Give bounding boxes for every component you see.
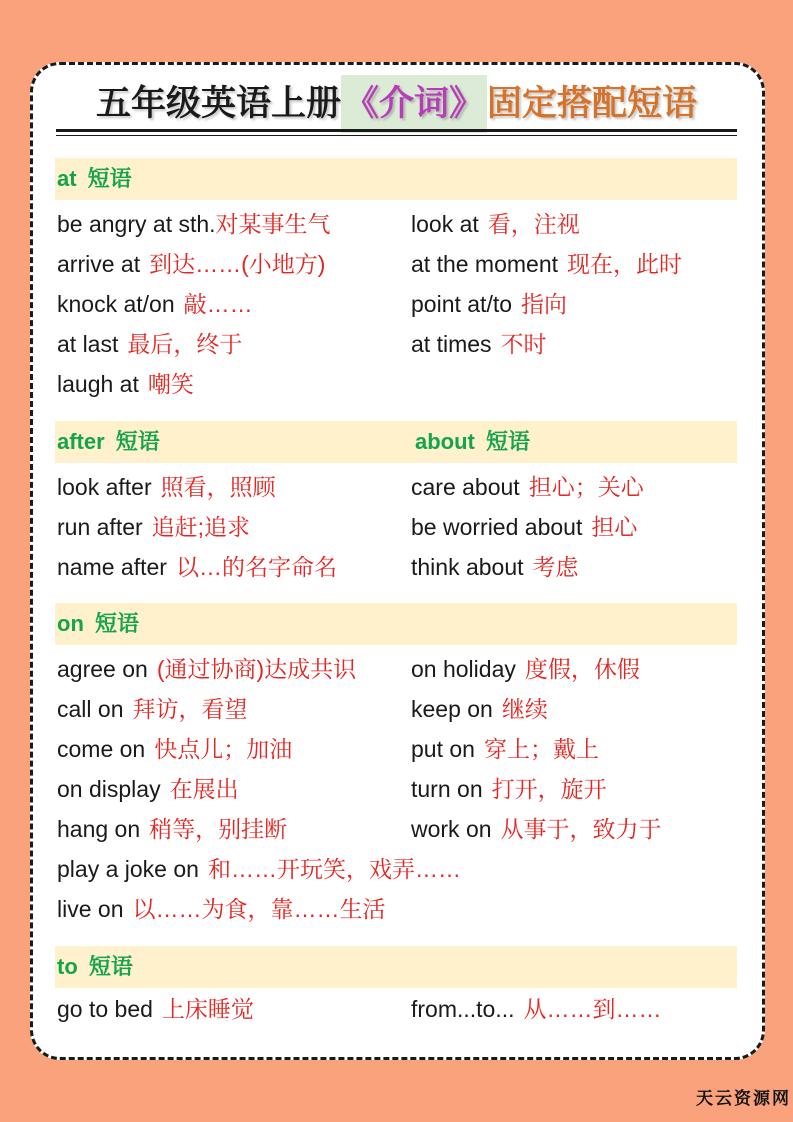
phrase-chinese-meaning: 和……开玩笑，戏弄……	[207, 856, 461, 882]
phrase-row	[55, 364, 737, 404]
phrase-row	[55, 204, 737, 244]
section-to	[55, 946, 737, 1029]
phrase-chinese-meaning: 担心；关心	[528, 474, 644, 500]
phrase-item	[55, 244, 411, 284]
phrase-row	[55, 244, 737, 284]
phrase-chinese-meaning: 继续	[501, 696, 548, 722]
phrase-english-text: laugh at	[57, 371, 139, 397]
phrase-row	[55, 989, 737, 1029]
section-after-about	[55, 421, 737, 587]
section-header-to: to 短语	[57, 954, 133, 979]
title-grade-text: 五年级英语上册	[95, 83, 341, 124]
phrase-item	[55, 507, 411, 547]
phrase-chinese-meaning: 到达……(小地方)	[149, 251, 326, 277]
phrase-item	[411, 547, 737, 587]
phrase-row	[55, 547, 737, 587]
phrase-row	[55, 507, 737, 547]
phrase-item	[411, 649, 737, 689]
phrase-chinese-meaning: 最后，终于	[127, 331, 243, 357]
section-header-band	[55, 946, 737, 988]
phrase-chinese-meaning: 上床睡觉	[161, 996, 254, 1022]
phrase-item	[55, 324, 411, 364]
phrase-english-text: look after	[57, 474, 152, 500]
section-header-band	[55, 603, 737, 645]
phrase-chinese-meaning: 现在，此时	[567, 251, 683, 277]
phrase-item	[411, 324, 737, 364]
phrase-row	[55, 284, 737, 324]
phrase-item	[55, 729, 411, 769]
phrase-chinese-meaning: 追赶;追求	[151, 514, 251, 540]
phrase-chinese-meaning: 拜访，看望	[132, 696, 248, 722]
phrase-item	[411, 507, 737, 547]
phrase-english-text: at the moment	[411, 251, 559, 277]
section-header-at: at 短语	[57, 166, 132, 191]
phrase-item	[55, 809, 411, 849]
section-header-band	[55, 421, 737, 463]
phrase-item	[55, 284, 411, 324]
section-header-about: about 短语	[415, 429, 530, 454]
phrase-chinese-meaning: 穿上；戴上	[483, 736, 599, 762]
phrase-chinese-meaning: 快点儿；加油	[154, 736, 293, 762]
phrase-row	[55, 649, 737, 689]
phrase-row	[55, 467, 737, 507]
phrase-chinese-meaning: (通过协商)达成共识	[156, 656, 357, 682]
phrase-english-text: turn on	[411, 776, 483, 802]
phrase-english-text: on holiday	[411, 656, 516, 682]
phrase-chinese-meaning: 嘲笑	[147, 371, 194, 397]
phrase-chinese-meaning: 在展出	[169, 776, 239, 802]
watermark-text: 天云资源网	[696, 1089, 791, 1109]
phrase-chinese-meaning: 以…的名字命名	[175, 554, 337, 580]
phrase-item	[411, 769, 737, 809]
phrase-item	[411, 467, 737, 507]
section-header-band	[55, 158, 737, 200]
phrase-english-text: hang on	[57, 816, 141, 842]
phrase-item	[55, 364, 411, 404]
phrase-list	[55, 204, 737, 404]
phrase-english-text: name after	[57, 554, 167, 580]
phrase-english-text: call on	[57, 696, 124, 722]
phrase-chinese-meaning: 担心	[591, 514, 638, 540]
phrase-english-text: look at	[411, 211, 479, 237]
phrase-english-text: play a joke on	[57, 856, 199, 882]
phrase-item	[411, 689, 737, 729]
phrase-chinese-meaning: 指向	[521, 291, 568, 317]
phrase-english-text: run after	[57, 514, 143, 540]
phrase-english-text: live on	[57, 896, 124, 922]
phrase-chinese-meaning: 稍等，别挂断	[149, 816, 288, 842]
phrase-chinese-meaning: 看，注视	[487, 211, 580, 237]
title-double-rule-top	[56, 129, 737, 132]
phrase-item	[411, 729, 737, 769]
phrase-item	[55, 547, 411, 587]
phrase-english-text: arrive at	[57, 251, 141, 277]
phrase-item	[55, 649, 411, 689]
phrase-item	[55, 689, 411, 729]
phrase-chinese-meaning: 度假，休假	[524, 656, 640, 682]
phrase-row	[55, 889, 737, 929]
phrase-english-text: work on	[411, 816, 492, 842]
phrase-english-text: go to bed	[57, 996, 153, 1022]
page-title	[0, 75, 793, 133]
phrase-row	[55, 689, 737, 729]
phrase-english-text: be angry at sth.	[57, 211, 216, 237]
phrase-list	[55, 989, 737, 1029]
phrase-item	[411, 284, 737, 324]
phrase-row	[55, 809, 737, 849]
phrase-chinese-meaning: 打开，旋开	[491, 776, 607, 802]
phrase-chinese-meaning: 照看，照顾	[160, 474, 276, 500]
phrase-english-text: from...to...	[411, 996, 515, 1022]
phrase-english-text: at last	[57, 331, 119, 357]
phrase-chinese-meaning: 从……到……	[523, 996, 662, 1022]
phrase-english-text: be worried about	[411, 514, 583, 540]
section-header-on: on 短语	[57, 611, 139, 636]
phrase-item	[411, 809, 737, 849]
phrase-list	[55, 649, 737, 929]
section-at	[55, 158, 737, 404]
phrase-english-text: care about	[411, 474, 520, 500]
title-double-rule-bottom	[56, 135, 737, 136]
phrase-chinese-meaning: 对某事生气	[215, 211, 331, 237]
phrase-english-text: come on	[57, 736, 146, 762]
phrase-chinese-meaning: 以……为食，靠……生活	[132, 896, 386, 922]
phrase-chinese-meaning: 考虑	[532, 554, 579, 580]
section-header-after: after 短语	[57, 429, 160, 454]
phrase-item	[411, 989, 737, 1029]
phrase-english-text: knock at/on	[57, 291, 175, 317]
title-subject-text: 固定搭配短语	[487, 83, 698, 124]
phrase-row	[55, 729, 737, 769]
phrase-english-text: on display	[57, 776, 161, 802]
phrase-row	[55, 769, 737, 809]
phrase-item	[55, 989, 411, 1029]
phrase-item	[55, 204, 411, 244]
phrase-english-text: think about	[411, 554, 524, 580]
phrase-english-text: agree on	[57, 656, 148, 682]
section-on	[55, 603, 737, 929]
phrase-row	[55, 324, 737, 364]
phrase-list	[55, 467, 737, 587]
phrase-item	[55, 467, 411, 507]
phrase-english-text: at times	[411, 331, 492, 357]
phrase-item	[411, 204, 737, 244]
phrase-english-text: point at/to	[411, 291, 513, 317]
phrase-item	[411, 244, 737, 284]
phrase-item	[55, 769, 411, 809]
phrase-chinese-meaning: 敲……	[183, 291, 253, 317]
phrase-english-text: keep on	[411, 696, 493, 722]
phrase-chinese-meaning: 不时	[500, 331, 547, 357]
title-topic-highlight: 《介词》	[341, 75, 487, 133]
phrase-chinese-meaning: 从事于，致力于	[500, 816, 662, 842]
phrase-item	[55, 889, 411, 929]
phrase-english-text: put on	[411, 736, 475, 762]
phrase-item	[55, 849, 461, 889]
phrase-row	[55, 849, 737, 889]
